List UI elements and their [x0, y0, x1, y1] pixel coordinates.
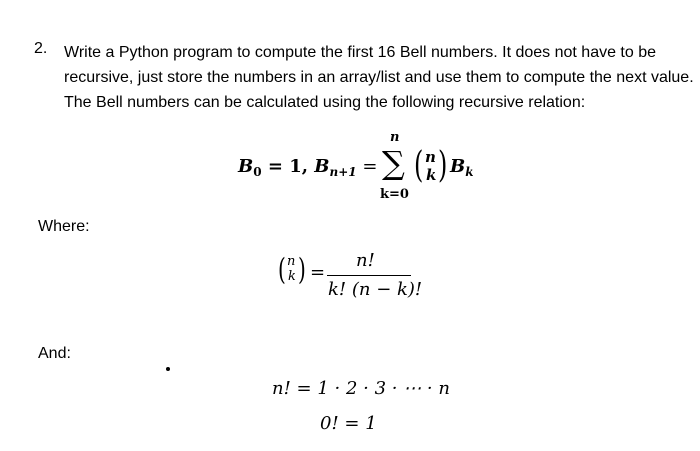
question-text: Write a Python program to compute the first 16 Bell numbers. It does not have to be recursive, just store the numbers in an array/list and use them to compute the next value. The Bell numbers can be calculated using the following recursive relation: [64, 44, 694, 111]
factorial-line: n! = 1 · 2 · 3 · ⋯ · n [272, 378, 450, 399]
and-label: And: [38, 345, 71, 362]
bk-symbol: B [450, 156, 466, 177]
bn1-subscript: n+1 [329, 165, 357, 179]
question-number: 2. [34, 40, 48, 57]
def-binomial: ( n k ) [278, 251, 306, 287]
bell-binom-top: n [425, 148, 436, 166]
def-numerator: n! [356, 250, 375, 271]
bell-equals: = [356, 156, 378, 177]
b0-subscript: 0 [253, 165, 262, 179]
b0-value: = 1, [261, 156, 315, 177]
fraction-bar [327, 275, 411, 276]
def-binom-bottom: k [288, 269, 296, 284]
b0-symbol: B [238, 156, 254, 177]
bell-binom-bottom: k [426, 166, 437, 184]
def-denominator: k! (n − k)! [328, 279, 423, 300]
bullet-dot [166, 367, 170, 371]
zero-factorial-line: 0! = 1 [320, 413, 377, 434]
sigma-lower: k=0 [380, 187, 409, 202]
where-label: Where: [38, 218, 90, 235]
sigma-upper: n [390, 130, 400, 145]
def-equals: = [310, 262, 326, 283]
sigma-symbol: ∑ [382, 144, 405, 182]
bell-binomial: ( n k ) [414, 144, 448, 186]
bk-subscript: k [465, 165, 474, 179]
bn1-symbol: B [314, 156, 330, 177]
def-binom-top: n [287, 254, 296, 269]
